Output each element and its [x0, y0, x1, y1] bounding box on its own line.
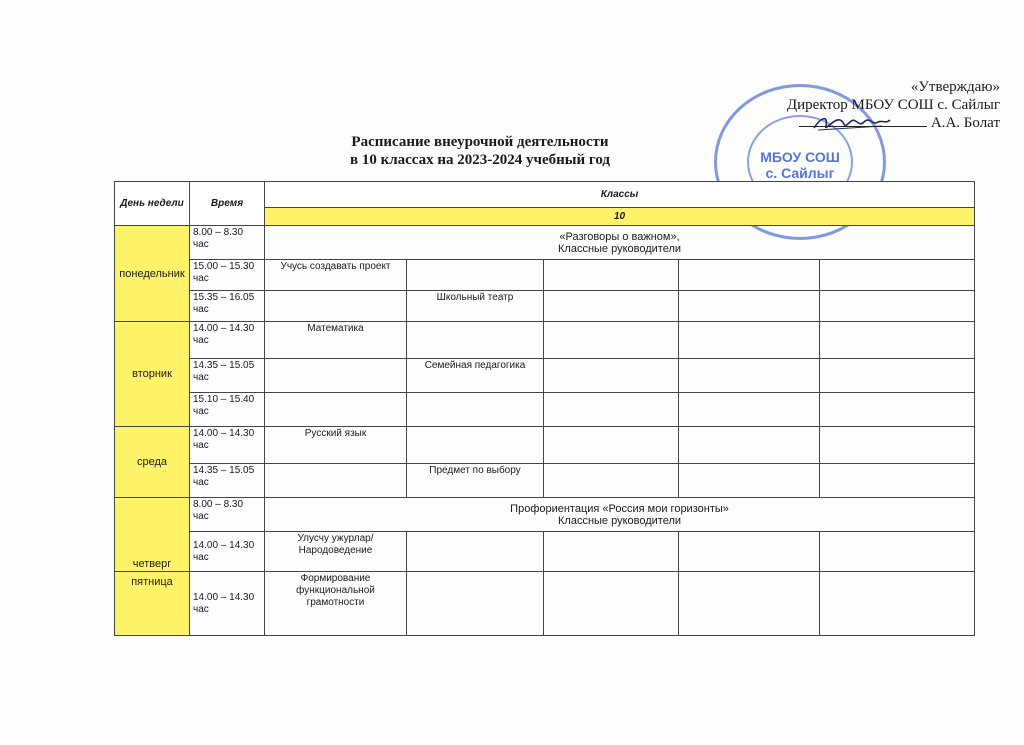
empty-cell — [407, 260, 544, 291]
day-monday: понедельник — [115, 226, 190, 322]
signature-blank — [799, 114, 927, 127]
header-day: День недели — [115, 182, 190, 226]
title-line-1: Расписание внеурочной деятельности — [351, 134, 609, 150]
empty-cell — [820, 572, 975, 636]
empty-cell — [544, 393, 679, 427]
day-wednesday: среда — [115, 427, 190, 498]
time-cell: 14.00 – 14.30 час — [190, 322, 265, 359]
approval-block — [787, 78, 1000, 132]
empty-cell — [679, 359, 820, 393]
header-class-10: 10 — [265, 208, 975, 226]
empty-cell — [544, 532, 679, 572]
empty-cell — [820, 291, 975, 322]
empty-cell — [544, 464, 679, 498]
empty-cell — [407, 393, 544, 427]
empty-cell — [679, 464, 820, 498]
empty-cell — [820, 393, 975, 427]
empty-cell — [407, 427, 544, 464]
activity-text: Классные руководители — [558, 514, 682, 527]
activity-cell: Математика — [265, 322, 407, 359]
activity-cell: Формирование функциональной грамотности — [265, 572, 407, 636]
stamp-text — [717, 149, 883, 181]
time-cell: 14.35 – 15.05 час — [190, 359, 265, 393]
time-cell: 14.35 – 15.05 час — [190, 464, 265, 498]
day-thursday: четверг — [115, 498, 190, 572]
day-tuesday: вторник — [115, 322, 190, 427]
empty-cell — [265, 359, 407, 393]
activity-cell: Семейная педагогика — [407, 359, 544, 393]
activity-cell-wide — [265, 226, 975, 260]
empty-cell — [407, 572, 544, 636]
day-friday: пятница — [115, 572, 190, 636]
empty-cell — [265, 393, 407, 427]
schedule-table — [114, 181, 975, 636]
approval-director: Директор МБОУ СОШ с. Сайлыг — [786, 97, 1000, 113]
approval-heading: «Утверждаю» — [910, 79, 1000, 95]
activity-cell: Улусчу ужурлар/Народоведение — [265, 532, 407, 572]
empty-cell — [544, 322, 679, 359]
empty-cell — [679, 393, 820, 427]
activity-cell-wide — [265, 498, 975, 532]
empty-cell — [544, 427, 679, 464]
empty-cell — [407, 532, 544, 572]
activity-text: Классные руководители — [558, 242, 682, 255]
empty-cell — [679, 260, 820, 291]
empty-cell — [544, 291, 679, 322]
empty-cell — [820, 322, 975, 359]
activity-text: «Разговоры о важном», — [559, 230, 680, 243]
time-cell: 15.10 – 15.40 час — [190, 393, 265, 427]
activity-cell: Предмет по выбору — [407, 464, 544, 498]
stamp-line-2: с. Сайлыг — [765, 165, 835, 181]
activity-cell: Учусь создавать проект — [265, 260, 407, 291]
empty-cell — [820, 427, 975, 464]
time-cell: 15.35 – 16.05 час — [190, 291, 265, 322]
activity-cell: Русский язык — [265, 427, 407, 464]
time-cell: 8.00 – 8.30 час — [190, 498, 265, 532]
approval-name: А.А. Болат — [930, 115, 1000, 131]
header-time: Время — [190, 182, 265, 226]
empty-cell — [820, 532, 975, 572]
header-classes: Классы — [265, 182, 975, 208]
empty-cell — [265, 464, 407, 498]
empty-cell — [407, 322, 544, 359]
time-cell: 14.00 – 14.30 час — [190, 427, 265, 464]
approval-signature-line — [787, 114, 1000, 132]
time-cell: 14.00 – 14.30 час — [190, 572, 265, 636]
empty-cell — [820, 464, 975, 498]
empty-cell — [265, 291, 407, 322]
stamp-line-1: МБОУ СОШ — [760, 149, 840, 165]
empty-cell — [679, 532, 820, 572]
empty-cell — [679, 291, 820, 322]
empty-cell — [679, 427, 820, 464]
empty-cell — [544, 359, 679, 393]
title-line-2: в 10 классах на 2023-2024 учебный год — [349, 152, 610, 168]
activity-text: Профориентация «Россия мои горизонты» — [510, 502, 729, 515]
empty-cell — [820, 359, 975, 393]
empty-cell — [820, 260, 975, 291]
time-cell: 8.00 – 8.30 час — [190, 226, 265, 260]
empty-cell — [544, 572, 679, 636]
empty-cell — [679, 572, 820, 636]
time-cell: 15.00 – 15.30 час — [190, 260, 265, 291]
empty-cell — [679, 322, 820, 359]
time-cell: 14.00 – 14.30 час — [190, 532, 265, 572]
page-title — [290, 133, 670, 169]
activity-cell: Школьный театр — [407, 291, 544, 322]
empty-cell — [544, 260, 679, 291]
